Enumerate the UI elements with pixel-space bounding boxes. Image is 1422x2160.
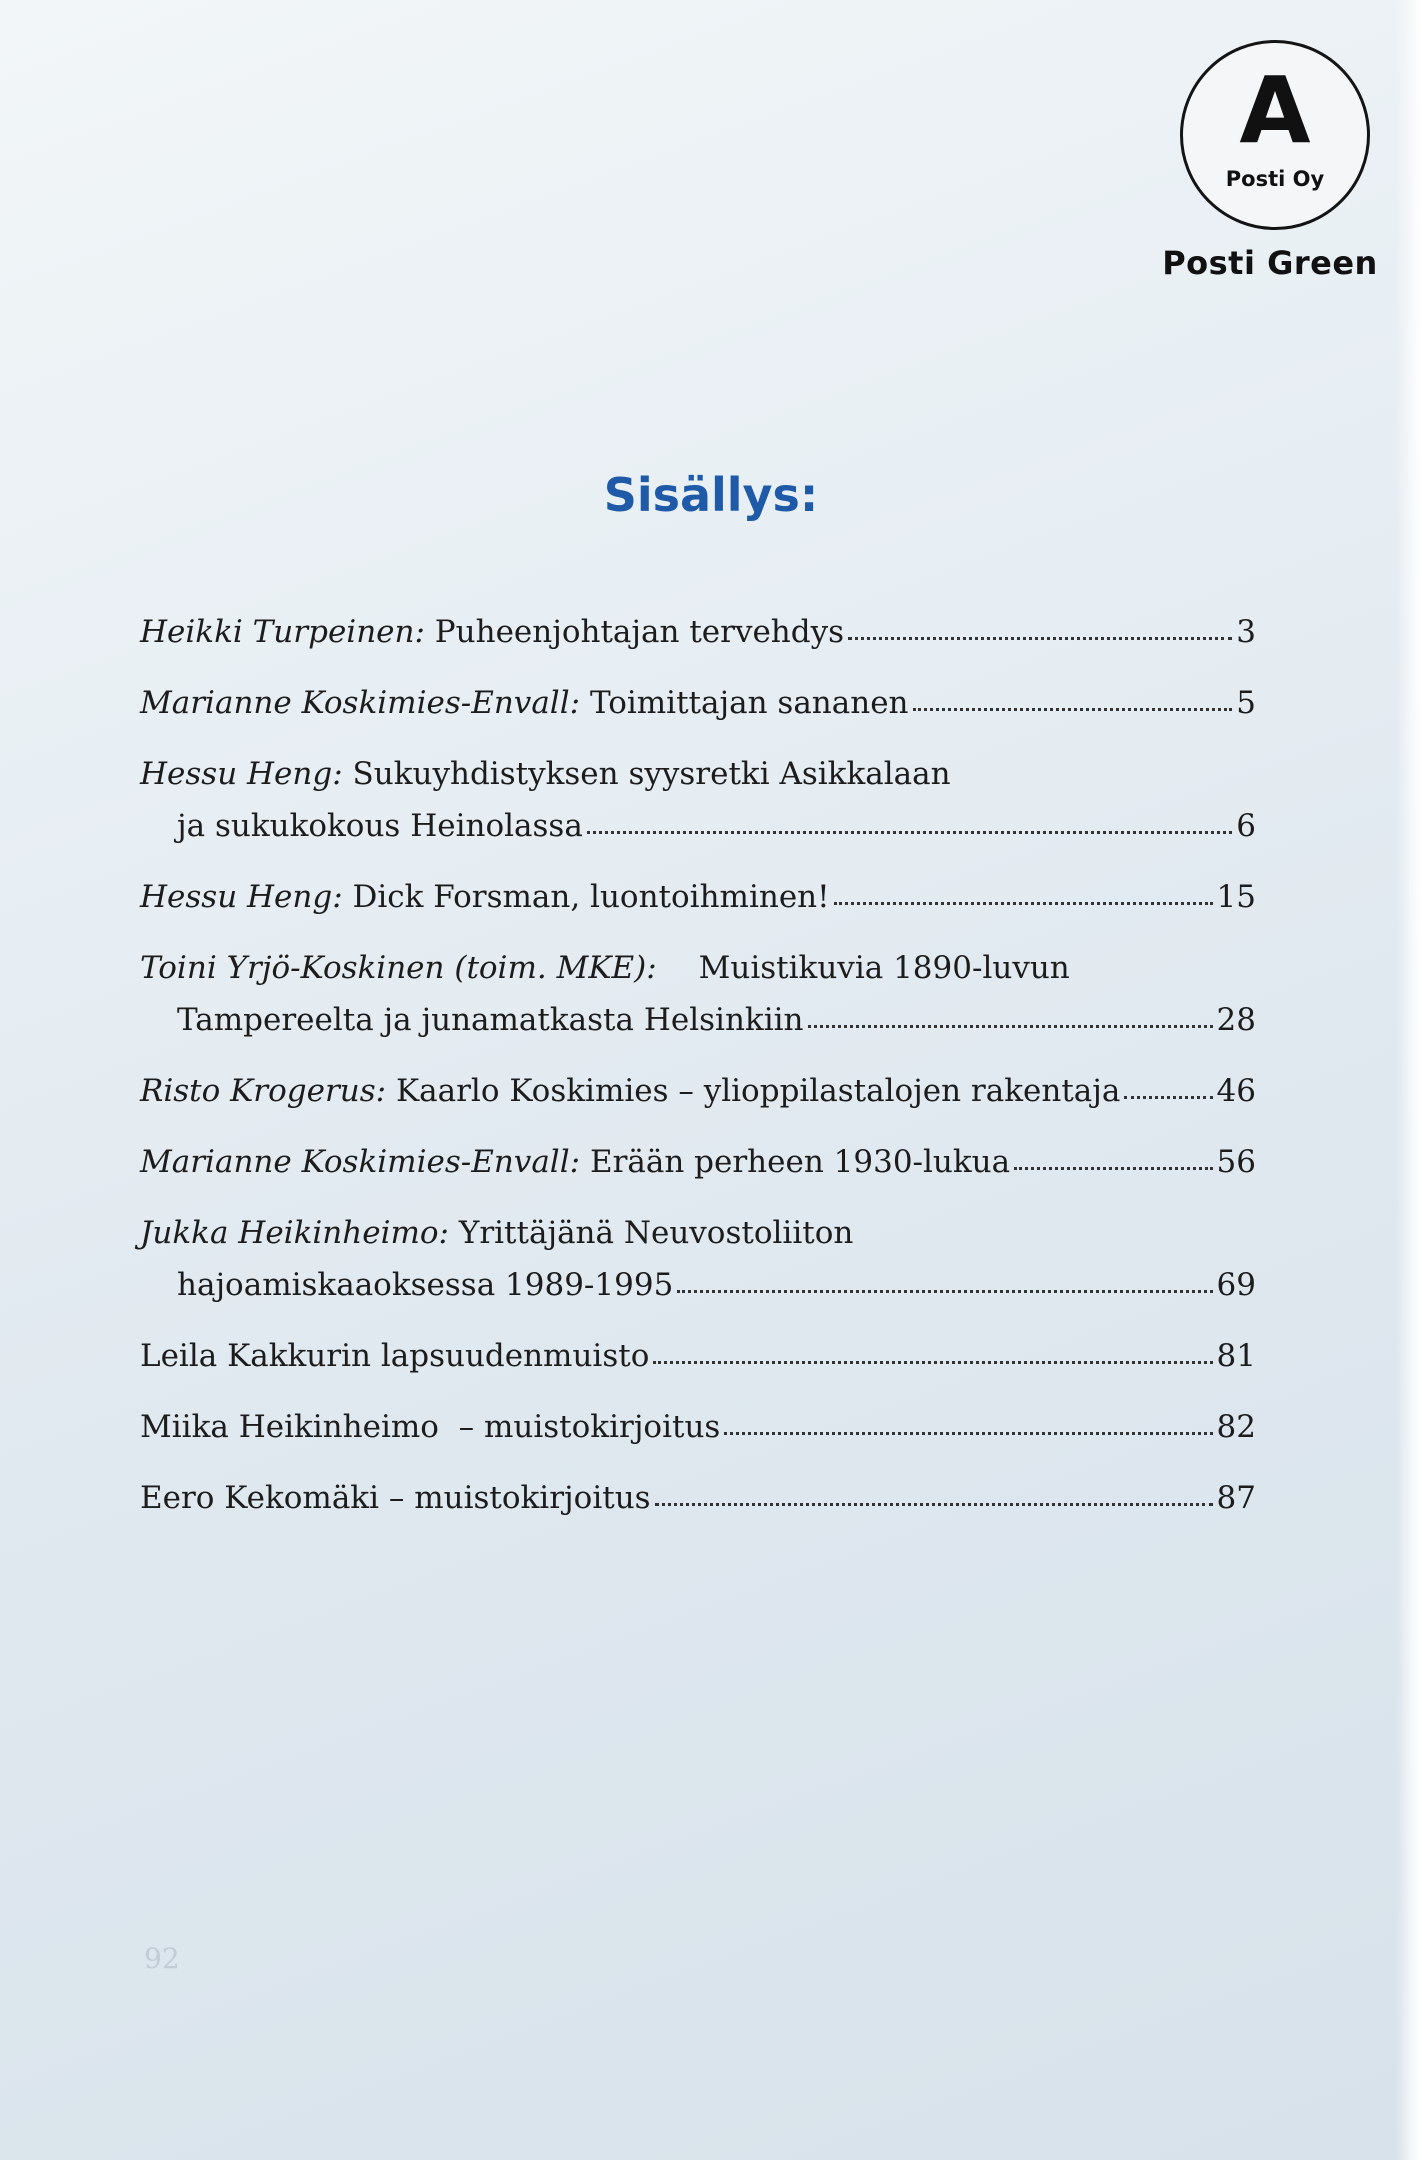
postage-class-letter: A <box>1239 57 1311 164</box>
toc-entry <box>140 1065 1256 1117</box>
toc-title: Miika Heikinheimo – muistokirjoitus <box>140 1409 721 1445</box>
toc-page-number: 15 <box>1216 879 1256 915</box>
postal-company-name: Posti Oy <box>1225 167 1325 191</box>
dot-leader <box>1014 1159 1212 1170</box>
toc-page-number: 81 <box>1216 1338 1256 1374</box>
toc-title: Erään perheen 1930-lukua <box>589 1144 1011 1180</box>
toc-title-continuation: ja sukukokous Heinolassa <box>177 808 583 844</box>
toc-title: Toimittajan sananen <box>589 685 909 721</box>
toc-title: Kaarlo Koskimies – ylioppilastalojen rakentaja <box>395 1073 1121 1109</box>
toc-entry <box>140 1136 1256 1188</box>
toc-author: Marianne Koskimies-Envall: <box>140 685 581 721</box>
dot-leader <box>655 1495 1213 1506</box>
toc-entry <box>140 1330 1256 1382</box>
dot-leader <box>808 1017 1213 1028</box>
dot-leader <box>1124 1088 1212 1099</box>
toc-page-number: 87 <box>1216 1480 1256 1516</box>
toc-entry <box>140 1472 1256 1524</box>
postal-service-name: Posti Green <box>1162 244 1378 282</box>
toc-title: Sukuyhdistyksen syysretki Asikkalaan <box>352 756 951 792</box>
toc-entry <box>140 677 1256 729</box>
toc-title: Dick Forsman, luontoihminen! <box>352 879 830 915</box>
toc-entry <box>140 606 1256 658</box>
toc-page-number: 3 <box>1236 614 1256 650</box>
toc-title-continuation: Tampereelta ja junamatkasta Helsinkiin <box>177 1002 804 1038</box>
toc-author: Heikki Turpeinen: <box>140 614 425 650</box>
page-edge <box>1396 0 1422 2160</box>
toc-entry <box>140 1401 1256 1453</box>
toc-author: Hessu Heng: <box>140 756 343 792</box>
dot-leader <box>653 1353 1212 1364</box>
table-of-contents <box>140 606 1256 1543</box>
toc-entry <box>140 942 1256 1046</box>
toc-page-number: 28 <box>1216 1002 1256 1038</box>
toc-page-number: 46 <box>1216 1073 1256 1109</box>
toc-title: Puheenjohtajan tervehdys <box>434 614 845 650</box>
toc-page-number: 5 <box>1236 685 1256 721</box>
toc-entry <box>140 748 1256 852</box>
dot-leader <box>587 823 1232 834</box>
toc-entry <box>140 1207 1256 1311</box>
toc-title: Leila Kakkurin lapsuudenmuisto <box>140 1338 650 1374</box>
toc-title: Muistikuvia 1890-luvun <box>698 950 1070 986</box>
toc-entry <box>140 871 1256 923</box>
toc-author: Hessu Heng: <box>140 879 343 915</box>
show-through-page-number: 92 <box>144 1942 180 1975</box>
toc-author: Jukka Heikinheimo: <box>140 1215 449 1251</box>
toc-page-number: 82 <box>1216 1409 1256 1445</box>
toc-author: Risto Krogerus: <box>140 1073 387 1109</box>
postage-paid-stamp <box>1180 40 1370 230</box>
page-title: Sisällys: <box>603 468 819 522</box>
toc-page-number: 6 <box>1236 808 1256 844</box>
dot-leader <box>848 629 1232 640</box>
toc-author: Toini Yrjö-Koskinen (toim. MKE): <box>140 950 657 986</box>
toc-title-continuation: hajoamiskaaoksessa 1989-1995 <box>177 1267 674 1303</box>
dot-leader <box>913 700 1233 711</box>
dot-leader <box>724 1424 1212 1435</box>
toc-title: Eero Kekomäki – muistokirjoitus <box>140 1480 651 1516</box>
toc-author: Marianne Koskimies-Envall: <box>140 1144 581 1180</box>
toc-page-number: 69 <box>1216 1267 1256 1303</box>
dot-leader <box>677 1282 1212 1293</box>
dot-leader <box>834 894 1213 905</box>
toc-title: Yrittäjänä Neuvostoliiton <box>458 1215 854 1251</box>
toc-page-number: 56 <box>1216 1144 1256 1180</box>
